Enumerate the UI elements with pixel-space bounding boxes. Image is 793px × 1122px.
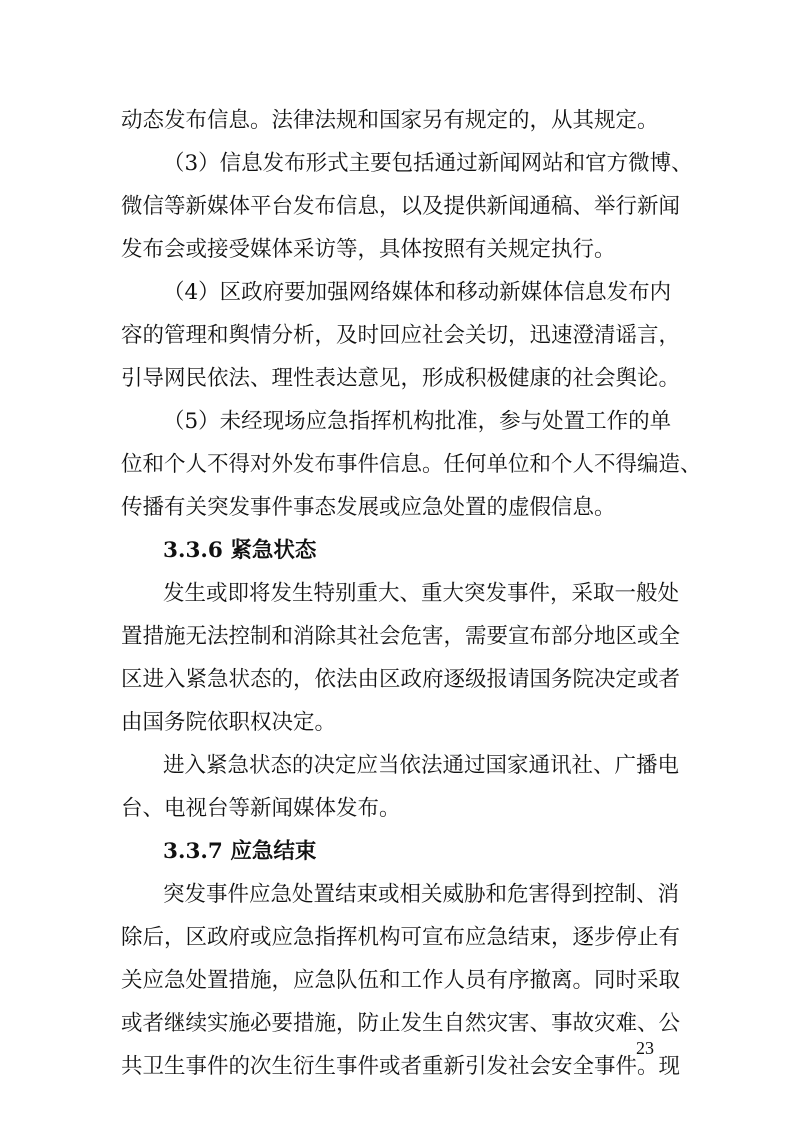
text-line: 除后，区政府或应急指挥机构可宣布应急结束，逐步停止有 [121, 925, 681, 950]
page-number: 23 [636, 1038, 654, 1058]
text-line: 进入紧急状态的决定应当依法通过国家通讯社、广播电 [163, 753, 680, 778]
text-line: 引导网民依法、理性表达意见，形成积极健康的社会舆论。 [121, 366, 681, 391]
section-heading: 3.3.6 紧急状态 [163, 538, 317, 563]
text-line: 由国务院依职权决定。 [121, 710, 337, 735]
text-line: 台、电视台等新闻媒体发布。 [121, 796, 401, 821]
section-heading: 3.3.7 应急结束 [163, 839, 317, 864]
text-line: 关应急处置措施，应急队伍和工作人员有序撤离。同时采取 [121, 968, 681, 993]
text-line: （4）区政府要加强网络媒体和移动新媒体信息发布内 [163, 280, 672, 305]
text-line: 容的管理和舆情分析，及时回应社会关切，迅速澄清谣言， [121, 323, 681, 348]
text-line: 发生或即将发生特别重大、重大突发事件，采取一般处 [163, 581, 680, 606]
text-line: （3）信息发布形式主要包括通过新闻网站和官方微博、 [163, 151, 693, 176]
text-line: 共卫生事件的次生衍生事件或者重新引发社会安全事件。现 [121, 1054, 681, 1079]
text-line: 区进入紧急状态的，依法由区政府逐级报请国务院决定或者 [121, 667, 681, 692]
text-line: 动态发布信息。法律法规和国家另有规定的，从其规定。 [121, 108, 659, 133]
text-line: 传播有关突发事件事态发展或应急处置的虚假信息。 [121, 495, 616, 520]
text-line: 或者继续实施必要措施，防止发生自然灾害、事故灾难、公 [121, 1011, 681, 1036]
text-line: （5）未经现场应急指挥机构批准，参与处置工作的单 [163, 409, 672, 434]
text-line: 突发事件应急处置结束或相关威胁和危害得到控制、消 [163, 882, 680, 907]
text-line: 置措施无法控制和消除其社会危害，需要宣布部分地区或全 [121, 624, 681, 649]
text-line: 微信等新媒体平台发布信息，以及提供新闻通稿、举行新闻 [121, 194, 681, 219]
text-line: 发布会或接受媒体采访等，具体按照有关规定执行。 [121, 237, 616, 262]
text-line: 位和个人不得对外发布事件信息。任何单位和个人不得编造、 [121, 452, 702, 477]
